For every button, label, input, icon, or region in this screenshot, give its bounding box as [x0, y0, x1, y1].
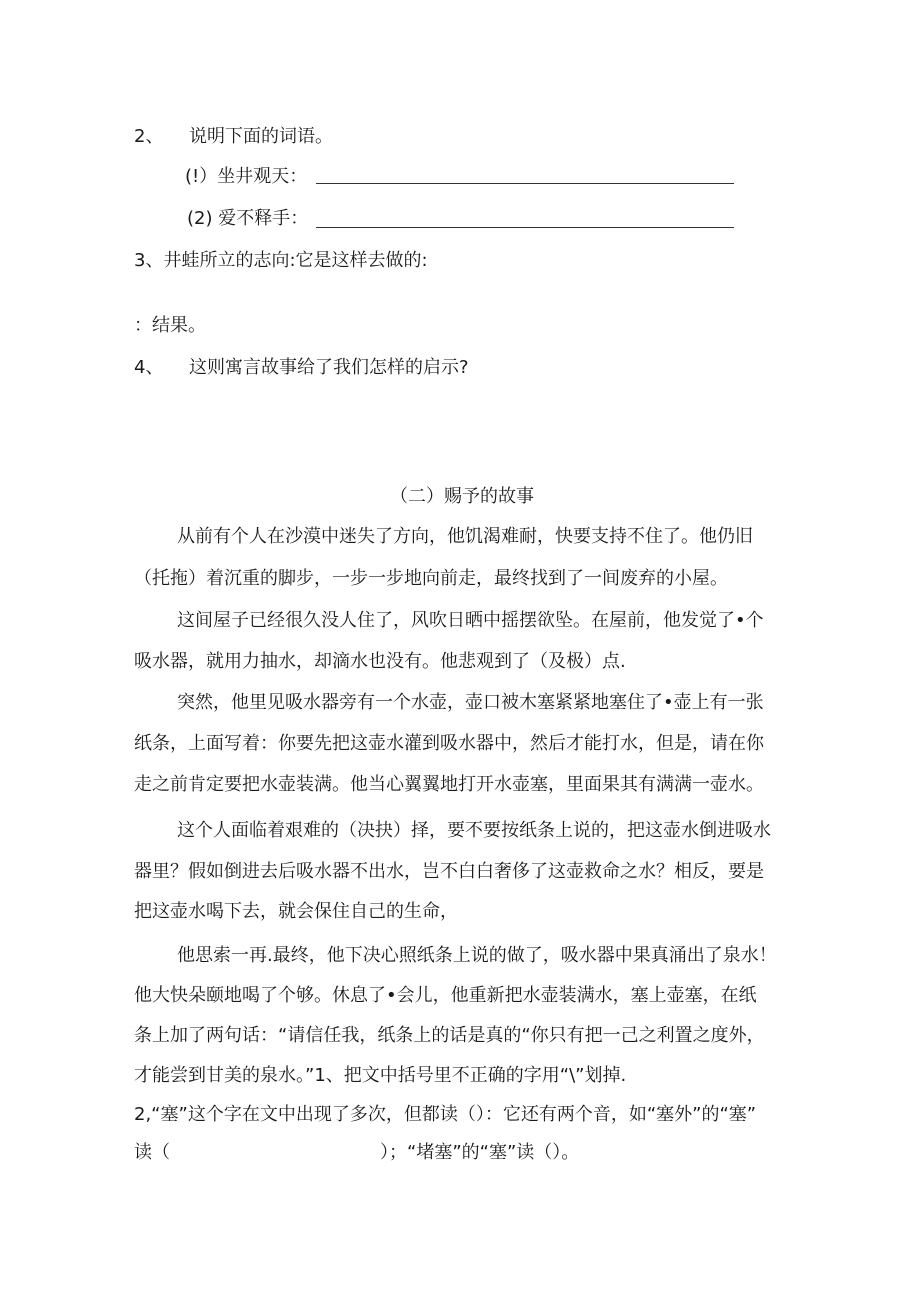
story-line: 从前有个人在沙漠中迷失了方向，他饥渴难耐，快要支持不住了。他仍旧: [177, 526, 753, 547]
question-2-item-2-label: (2) 爱不释手：: [187, 208, 309, 229]
answer-blank-item-1[interactable]: [316, 183, 734, 184]
story-line: 这间屋子已经很久没人住了，风吹日晒中摇摆欲坠。在屋前，他发觉了•个: [177, 610, 764, 631]
question-4-text: 这则寓言故事给了我们怎样的启示?: [189, 357, 469, 378]
story-title: （二）赐予的故事: [390, 486, 534, 507]
question-3-text: 3、井蛙所立的志向:它是这样去做的:: [134, 250, 428, 271]
story-line: 吸水器，就用力抽水，却滴水也没有。他悲观到了（及极）点.: [134, 651, 626, 672]
story-line: 才能尝到甘美的泉水。”1、把文中括号里不正确的字用“\”划掉.: [134, 1065, 627, 1086]
question-2-item-1-label: (!）坐井观天：: [185, 166, 308, 187]
story-line: 2,“塞”这个字在文中出现了多次，但都读（）：它还有两个音，如“塞外”的“塞”: [134, 1104, 757, 1125]
story-line: 他思索一再.最终，他下决心照纸条上说的做了，吸水器中果真涌出了泉水！: [177, 945, 777, 966]
story-line: 条上加了两句话：“请信任我，纸条上的话是真的“你只有把一己之利置之度外，: [134, 1025, 765, 1046]
question-2-pronunciation-line: [134, 1140, 579, 1166]
story-line: 纸条，上面写着：你要先把这壶水灌到吸水器中，然后才能打水，但是，请在你: [134, 733, 764, 754]
question-2-number: 2、: [134, 126, 164, 147]
story-line: 他大快朵颐地喝了个够。休息了•会儿，他重新把水壶装满水，塞上壶塞，在纸: [134, 985, 757, 1006]
pronunciation-start: 读（: [134, 1142, 170, 1163]
story-line: 突然，他里见吸水器旁有一个水壶，壶口被木塞紧紧地塞住了•壶上有一张: [177, 692, 764, 713]
question-4-number: 4、: [134, 357, 164, 378]
story-line: 把这壶水喝下去，就会保住自己的生命，: [134, 901, 458, 922]
question-3-result: ：结果。: [134, 315, 206, 336]
pronunciation-end: ）；“堵塞”的“塞”读（）。: [380, 1142, 580, 1163]
story-line: 器里？假如倒进去后吸水器不出水，岂不白白奢侈了这壶救命之水？相反，要是: [134, 861, 764, 882]
story-line: 这个人面临着艰难的（决抉）择，要不要按纸条上说的，把这壶水倒进吸水: [177, 820, 771, 841]
question-2-text: 说明下面的词语。: [189, 126, 333, 147]
story-line: （托拖）着沉重的脚步，一步一步地向前走，最终找到了一间废弃的小屋。: [134, 568, 728, 589]
answer-blank-item-2[interactable]: [316, 227, 734, 228]
story-line: 走之前肯定要把水壶装满。他当心翼翼地打开水壶塞，里面果其有满满一壶水。: [134, 774, 764, 795]
